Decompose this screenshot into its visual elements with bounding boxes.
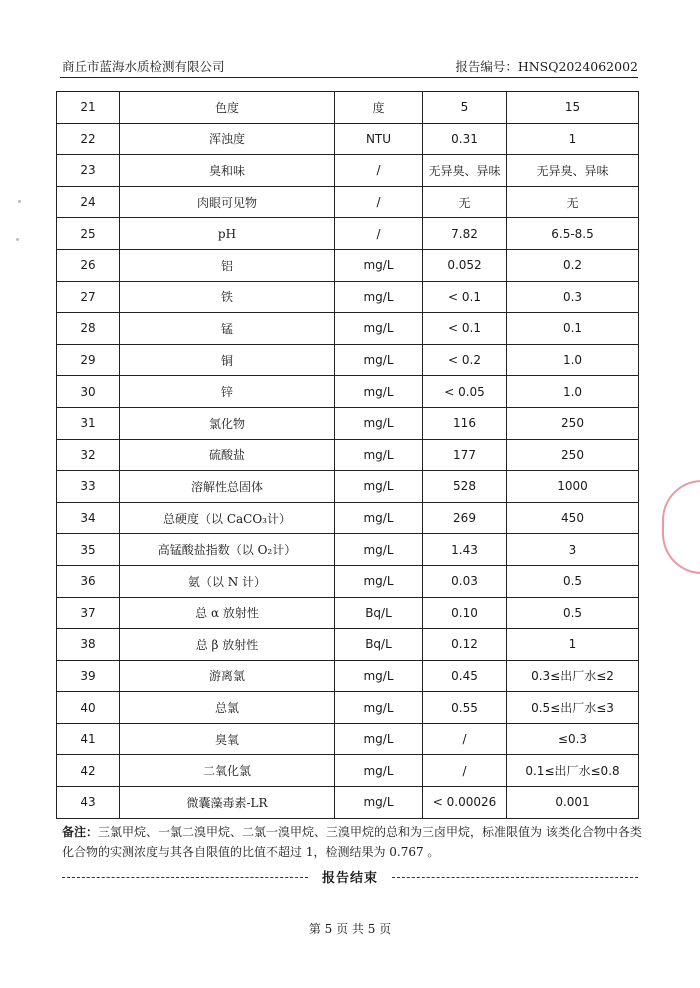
row-number: 38 (57, 629, 120, 661)
row-number: 41 (57, 723, 120, 755)
standard-limit: 0.2 (507, 249, 639, 281)
test-item: 总硬度（以 CaCO₃计） (120, 502, 335, 534)
table-row (57, 471, 639, 503)
unit: mg/L (335, 502, 423, 534)
table-row (57, 313, 639, 345)
table-row (57, 123, 639, 155)
row-number: 28 (57, 313, 120, 345)
unit: mg/L (335, 407, 423, 439)
standard-limit: 无 (507, 186, 639, 218)
row-number: 30 (57, 376, 120, 408)
unit: Bq/L (335, 629, 423, 661)
report-number: 报告编号：HNSQ2024062002 (455, 59, 638, 74)
test-result: 无 (423, 186, 507, 218)
scan-speck (18, 200, 21, 203)
unit: mg/L (335, 281, 423, 313)
table-row (57, 502, 639, 534)
test-result: 0.10 (423, 597, 507, 629)
table-row (57, 534, 639, 566)
table-row (57, 92, 639, 124)
test-result: / (423, 755, 507, 787)
test-item: 二氧化氯 (120, 755, 335, 787)
test-item: 铜 (120, 344, 335, 376)
test-item: 硫酸盐 (120, 439, 335, 471)
unit: mg/L (335, 692, 423, 724)
table-row (57, 692, 639, 724)
test-result: 0.052 (423, 249, 507, 281)
test-item: 铁 (120, 281, 335, 313)
row-number: 39 (57, 660, 120, 692)
unit: mg/L (335, 787, 423, 819)
row-number: 26 (57, 249, 120, 281)
standard-limit: 0.5 (507, 597, 639, 629)
test-result: 0.45 (423, 660, 507, 692)
scan-speck (16, 238, 19, 241)
standard-limit: ≤0.3 (507, 723, 639, 755)
table-row (57, 723, 639, 755)
remark-note (62, 822, 642, 862)
unit: mg/L (335, 439, 423, 471)
unit: Bq/L (335, 597, 423, 629)
standard-limit: 1 (507, 123, 639, 155)
test-result: / (423, 723, 507, 755)
standard-limit: 0.3≤出厂水≤2 (507, 660, 639, 692)
standard-limit: 无异臭、异味 (507, 155, 639, 187)
standard-limit: 0.3 (507, 281, 639, 313)
seal-stamp-edge (662, 480, 700, 574)
unit: mg/L (335, 723, 423, 755)
row-number: 25 (57, 218, 120, 250)
table-row (57, 344, 639, 376)
standard-limit: 0.1≤出厂水≤0.8 (507, 755, 639, 787)
row-number: 40 (57, 692, 120, 724)
table-row (57, 186, 639, 218)
test-result: 7.82 (423, 218, 507, 250)
standard-limit: 0.1 (507, 313, 639, 345)
unit: mg/L (335, 755, 423, 787)
test-result: < 0.1 (423, 281, 507, 313)
table-row (57, 597, 639, 629)
table-row (57, 787, 639, 819)
row-number: 37 (57, 597, 120, 629)
standard-limit: 1 (507, 629, 639, 661)
table-row (57, 755, 639, 787)
table-row (57, 376, 639, 408)
standard-limit: 0.5≤出厂水≤3 (507, 692, 639, 724)
test-result: 0.55 (423, 692, 507, 724)
unit: / (335, 186, 423, 218)
test-result: 0.31 (423, 123, 507, 155)
test-item: 浑浊度 (120, 123, 335, 155)
test-result: 5 (423, 92, 507, 124)
test-item: 溶解性总固体 (120, 471, 335, 503)
report-end-line (62, 866, 638, 886)
table-row (57, 660, 639, 692)
unit: mg/L (335, 376, 423, 408)
unit: NTU (335, 123, 423, 155)
standard-limit: 1.0 (507, 376, 639, 408)
test-result: 177 (423, 439, 507, 471)
row-number: 34 (57, 502, 120, 534)
header-divider (60, 77, 638, 78)
standard-limit: 3 (507, 534, 639, 566)
table-row (57, 281, 639, 313)
standard-limit: 250 (507, 439, 639, 471)
test-item: 臭氧 (120, 723, 335, 755)
test-item: 游离氯 (120, 660, 335, 692)
table-row (57, 249, 639, 281)
standard-limit: 1.0 (507, 344, 639, 376)
company-name: 商丘市蓝海水质检测有限公司 (62, 59, 225, 74)
standard-limit: 0.5 (507, 565, 639, 597)
unit: mg/L (335, 565, 423, 597)
test-item: pH (120, 218, 335, 250)
row-number: 43 (57, 787, 120, 819)
test-result: < 0.05 (423, 376, 507, 408)
table-row (57, 439, 639, 471)
test-result: 269 (423, 502, 507, 534)
test-item: 臭和味 (120, 155, 335, 187)
test-item: 高锰酸盐指数（以 O₂计） (120, 534, 335, 566)
unit: / (335, 155, 423, 187)
test-item: 色度 (120, 92, 335, 124)
test-item: 总 α 放射性 (120, 597, 335, 629)
unit: mg/L (335, 249, 423, 281)
row-number: 21 (57, 92, 120, 124)
standard-limit: 15 (507, 92, 639, 124)
page-header (62, 56, 638, 76)
row-number: 24 (57, 186, 120, 218)
standard-limit: 1000 (507, 471, 639, 503)
unit: 度 (335, 92, 423, 124)
dashed-rule-right (392, 877, 638, 878)
table-row (57, 629, 639, 661)
test-results-table (56, 91, 639, 819)
test-item: 铝 (120, 249, 335, 281)
unit: mg/L (335, 344, 423, 376)
test-result: 116 (423, 407, 507, 439)
row-number: 27 (57, 281, 120, 313)
unit: mg/L (335, 660, 423, 692)
test-item: 肉眼可见物 (120, 186, 335, 218)
row-number: 42 (57, 755, 120, 787)
row-number: 23 (57, 155, 120, 187)
row-number: 35 (57, 534, 120, 566)
test-result: < 0.00026 (423, 787, 507, 819)
remark-label: 备注： (62, 825, 99, 839)
row-number: 29 (57, 344, 120, 376)
test-result: 无异臭、异味 (423, 155, 507, 187)
row-number: 36 (57, 565, 120, 597)
test-result: 1.43 (423, 534, 507, 566)
test-item: 氯化物 (120, 407, 335, 439)
table-row (57, 407, 639, 439)
test-result: 0.12 (423, 629, 507, 661)
unit: mg/L (335, 471, 423, 503)
dashed-rule-left (62, 877, 308, 878)
test-result: 528 (423, 471, 507, 503)
row-number: 31 (57, 407, 120, 439)
standard-limit: 0.001 (507, 787, 639, 819)
standard-limit: 250 (507, 407, 639, 439)
unit: / (335, 218, 423, 250)
table-row (57, 565, 639, 597)
standard-limit: 450 (507, 502, 639, 534)
table-row (57, 155, 639, 187)
test-item: 总 β 放射性 (120, 629, 335, 661)
test-item: 氨（以 N 计） (120, 565, 335, 597)
row-number: 22 (57, 123, 120, 155)
standard-limit: 6.5-8.5 (507, 218, 639, 250)
test-item: 锰 (120, 313, 335, 345)
test-item: 锌 (120, 376, 335, 408)
test-result: < 0.1 (423, 313, 507, 345)
table-row (57, 218, 639, 250)
page-footer: 第 5 页 共 5 页 (308, 922, 392, 936)
test-result: < 0.2 (423, 344, 507, 376)
row-number: 32 (57, 439, 120, 471)
unit: mg/L (335, 534, 423, 566)
test-result: 0.03 (423, 565, 507, 597)
remark-text: 三氯甲烷、一氯二溴甲烷、二氯一溴甲烷、三溴甲烷的总和为三卤甲烷，标准限值为 该类化合物中各类化合物的实测浓度与其各自限值的比值不超过 1，检测结果为 0.767 。 (62, 825, 642, 859)
report-end-text: 报告结束 (322, 870, 379, 886)
test-item: 总氯 (120, 692, 335, 724)
test-item: 微囊藻毒素-LR (120, 787, 335, 819)
row-number: 33 (57, 471, 120, 503)
unit: mg/L (335, 313, 423, 345)
